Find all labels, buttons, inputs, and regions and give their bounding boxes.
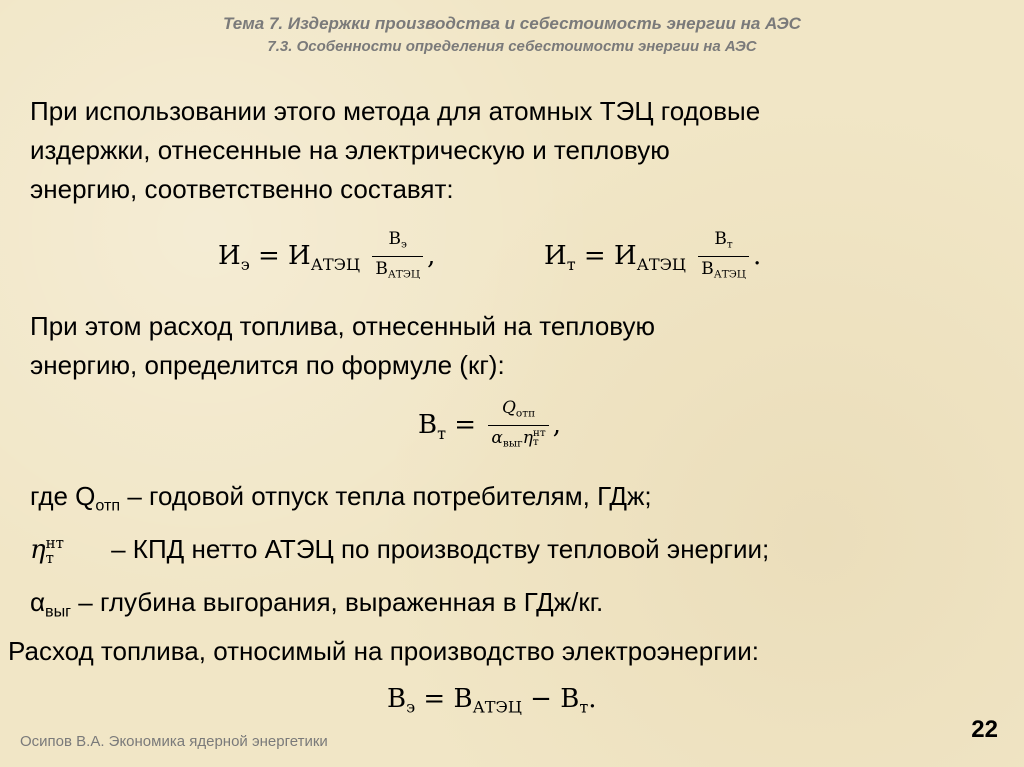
fuel-paragraph bbox=[30, 307, 655, 385]
page-number: 22 bbox=[971, 716, 998, 743]
electricity-fuel-line: Расход топлива, относимый на производство электроэнергии: bbox=[8, 636, 759, 666]
intro-line-2: издержки, отнесенные на электрическую и тепловую bbox=[30, 135, 670, 165]
definition-q: где $Q_{отп}$ – годовой отпуск тепла потребителям, ГДж; bbox=[30, 481, 652, 515]
slide-title: Тема 7. Издержки производства и себестоимость энергии на АЭС bbox=[223, 14, 801, 33]
definition-alpha: $\alpha_{выг}$ – глубина выгорания, выраженная в ГДж/кг. bbox=[30, 587, 604, 621]
formula-cost-electric: $И_э = И_{АТЭЦ}$ $\frac{В_э}{В_{АТЭЦ}}$ , bbox=[218, 228, 435, 286]
slide-subtitle: 7.3. Особенности определения себестоимости энергии на АЭС bbox=[267, 38, 757, 55]
fraction: $\frac{В_э}{В_{АТЭЦ}}$ bbox=[372, 228, 423, 286]
fuel-line-2: энергию, определится по формуле (кг): bbox=[30, 350, 505, 380]
intro-paragraph bbox=[30, 92, 760, 209]
formula-cost-heat: $И_т = И_{АТЭЦ}$ $\frac{В_т}{В_{АТЭЦ}}$ . bbox=[544, 228, 761, 286]
intro-line-1: При использовании этого метода для атомных ТЭЦ годовые bbox=[30, 96, 761, 126]
definition-eta: η нт т – КПД нетто АТЭЦ по производству тепловой энергии; bbox=[30, 534, 770, 568]
formula-fuel-heat: $В_т$ = $Q_{отп}$ $\alpha_{выг}\eta$ нт т , bbox=[418, 397, 561, 455]
footer-author: Осипов В.А. Экономика ядерной энергетики bbox=[20, 733, 328, 750]
formula-fuel-electric: $В_э = В_{АТЭЦ} - В_т$. bbox=[387, 684, 597, 717]
fuel-line-1: При этом расход топлива, отнесенный на тепловую bbox=[30, 311, 656, 341]
intro-line-3: энергию, соответственно составят: bbox=[30, 174, 454, 204]
fraction: $\frac{В_т}{В_{АТЭЦ}}$ bbox=[698, 228, 749, 286]
fraction: $Q_{отп}$ $\alpha_{выг}\eta$ нт т bbox=[488, 397, 548, 455]
